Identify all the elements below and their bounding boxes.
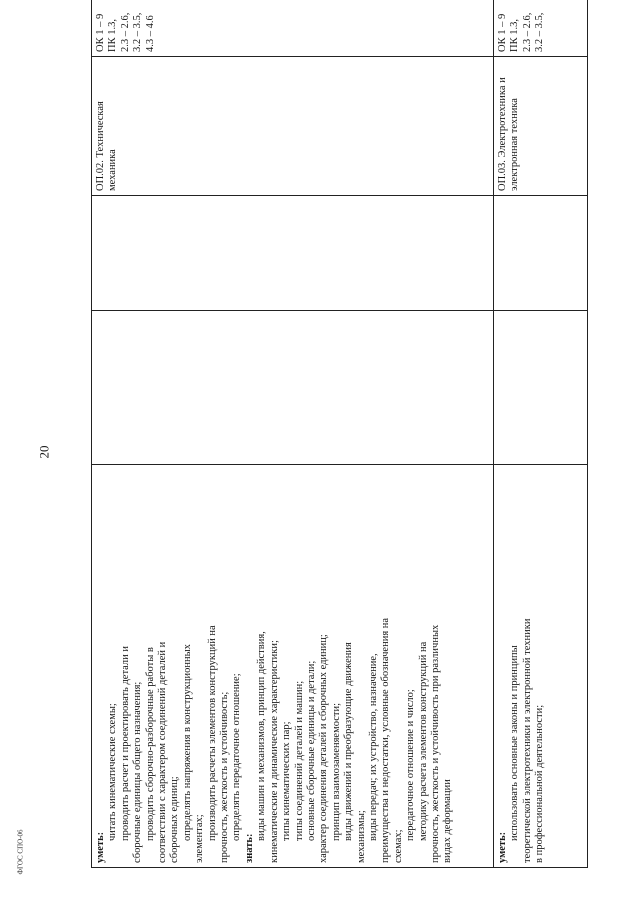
- competency-line: 3.2 – 3.5,: [534, 12, 546, 52]
- competency-line: 2.3 – 2.6,: [119, 12, 131, 52]
- discipline-cell: ОП.02. Техническая механика: [92, 57, 494, 196]
- skill-line: теоретической электротехники и электронной техники: [521, 618, 533, 863]
- knowledge-line: виды передач; их устройство, назначение,: [367, 653, 379, 841]
- competencies-cell: [92, 0, 494, 57]
- knowledge-line: методику расчета элементов конструкций на: [417, 641, 429, 841]
- knowledge-line: видах деформации: [442, 779, 454, 863]
- knowledge-line: характер соединения деталей и сборочных единиц;: [318, 634, 330, 863]
- page-number: 20: [36, 445, 52, 459]
- skill-line: соответствии с характером соединений деталей и: [157, 641, 169, 863]
- knowledge-line: виды движений и преобразующие движения: [343, 642, 355, 841]
- curriculum-table-rotated: [91, 12, 587, 868]
- curriculum-table: [91, 0, 588, 868]
- knowledge-line: типы соединений деталей и машин;: [293, 680, 305, 841]
- knowledge-line: типы кинематических пар;: [281, 721, 293, 841]
- hours-cell-2: [92, 196, 494, 311]
- skills-cell: [494, 465, 588, 868]
- knowledge-line: кинематические и динамические характеристики;: [268, 640, 280, 863]
- competency-line: ПК 1.3,: [509, 19, 521, 52]
- skill-line: определять передаточное отношение;: [231, 673, 243, 841]
- knowledge-heading: знать:: [243, 833, 255, 863]
- skill-line: прочность, жесткость и устойчивость;: [219, 691, 231, 863]
- competencies-cell: [494, 0, 588, 57]
- competency-line: 4.3 – 4.6: [144, 15, 156, 52]
- skill-line: использовать основные законы и принципы: [509, 645, 521, 841]
- table-row-tech-mechanics: [92, 0, 494, 868]
- skill-line: определять напряжения в конструкционных: [181, 644, 193, 841]
- table-row-electrotechnics: [494, 0, 588, 868]
- hours-cell: [92, 311, 494, 465]
- skills-heading: уметь:: [497, 831, 508, 863]
- skill-line: сборочных единиц;: [169, 776, 181, 863]
- competency-line: ОК 1 – 9: [497, 13, 508, 52]
- competency-line: ПК 1.3,: [107, 19, 119, 52]
- hours-cell: [494, 311, 588, 465]
- footer-code: ФГОС СПО-06: [16, 829, 25, 875]
- knowledge-line: преимущества и недостатки, условные обозначения на: [380, 617, 392, 863]
- skill-line: сборочные единицы общего назначения;: [132, 681, 144, 863]
- skill-line: в профессиональной деятельности;: [534, 704, 546, 863]
- knowledge-line: основные сборочные единицы и детали;: [305, 660, 317, 841]
- knowledge-line: передаточное отношение и число;: [405, 689, 417, 841]
- skill-line: производить расчеты элементов конструкций на: [206, 625, 218, 841]
- knowledge-line: виды машин и механизмов, принцип действия,: [256, 631, 268, 841]
- skills-heading: уметь:: [95, 831, 106, 863]
- knowledge-line: механизмы;: [355, 810, 367, 863]
- knowledge-line: схемах;: [392, 829, 404, 863]
- knowledge-line: прочность, жесткость и устойчивость при различных: [429, 624, 441, 863]
- skill-line: проводить сборочно-разборочные работы в: [144, 647, 156, 841]
- knowledge-line: принцип взаимозаменяемости;: [330, 702, 342, 841]
- competency-line: 2.3 – 2.6,: [521, 12, 533, 52]
- skill-line: проводить расчет и проектировать детали и: [119, 645, 131, 841]
- skill-line: читать кинематические схемы;: [107, 703, 119, 841]
- skills-knowledge-cell: [92, 465, 494, 868]
- skill-line: элементах;: [194, 814, 206, 863]
- competency-line: 3.2 – 3.5,: [132, 12, 144, 52]
- discipline-cell: ОП.03. Электротехника и электронная техника: [494, 57, 588, 196]
- hours-cell-2: [494, 196, 588, 311]
- competency-line: ОК 1 – 9: [95, 13, 106, 52]
